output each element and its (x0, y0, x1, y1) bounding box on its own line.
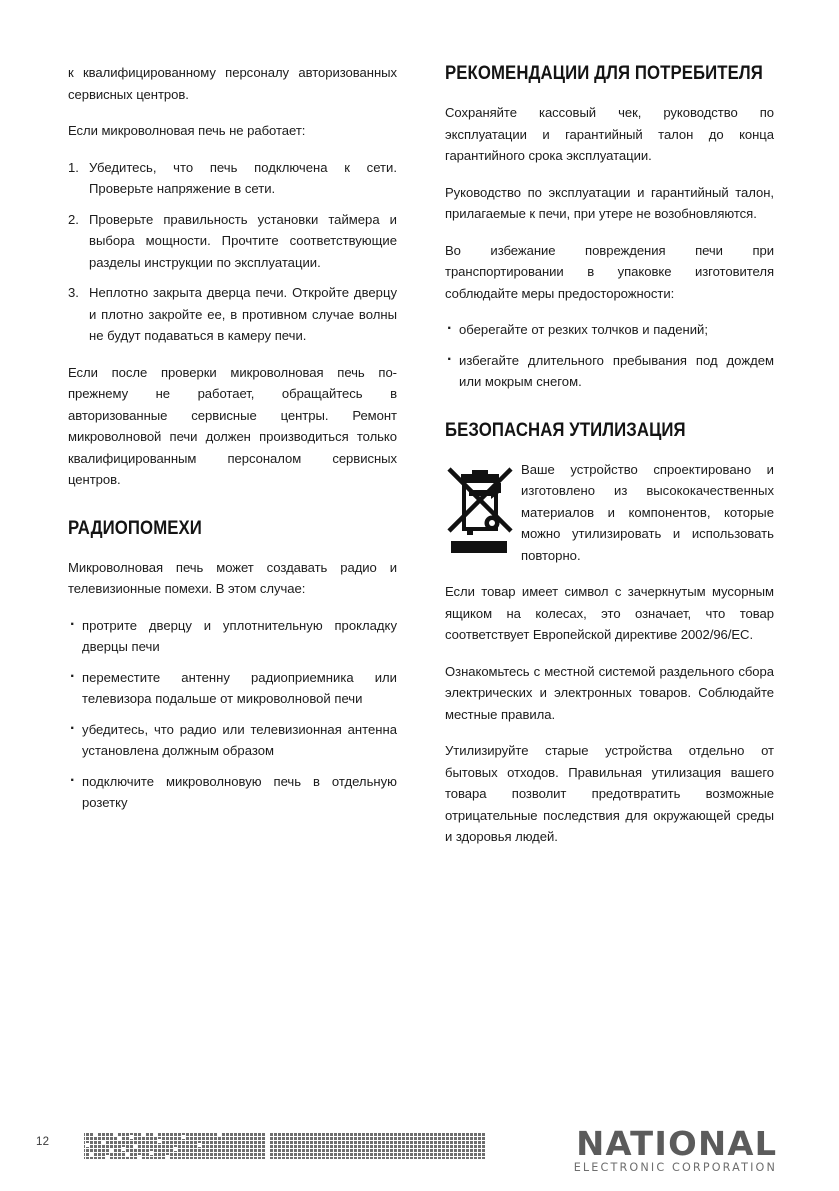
list-item: · убедитесь, что радио или телевизионная антенна установлена должным образом (68, 719, 397, 762)
paragraph: Если после проверки микроволновая печь по-прежнему не работает, обращайтесь в авторизованные сервисные центры. Ремонт микроволновой печи должен производиться только квалифицированным персоналом сервисных центров. (68, 364, 397, 487)
brand-logo (573, 1124, 777, 1175)
list-item: · оберегайте от резких толчков и падений; (445, 319, 774, 341)
radio-interference-bullet-list (68, 615, 397, 814)
troubleshooting-numbered-list (68, 157, 397, 347)
paragraph: Если микроволновая печь не работает: (68, 123, 306, 138)
page-footer (0, 1119, 839, 1191)
section-heading-radio-interference: РАДИОПОМЕХИ (68, 516, 202, 539)
list-item: Неплотно закрыта дверца печи. Откройте дверцу и плотно закройте ее, в противном случае волны не будут подаваться в камеру печи. (89, 285, 397, 343)
page-columns (68, 62, 774, 863)
section-heading-safe-disposal: БЕЗОПАСНАЯ УТИЛИЗАЦИЯ (445, 418, 686, 441)
paragraph: Руководство по эксплуатации и гарантийный талон, прилагаемые к печи, при утере не возобновляются. (445, 184, 774, 221)
paragraph: Микроволновая печь может создавать радио и телевизионные помехи. В этом случае: (68, 559, 397, 596)
list-item: · подключите микроволновую печь в отдельную розетку (68, 771, 397, 814)
list-item: Проверьте правильность установки таймера и выбора мощности. Прочтите соответствующие разделы инструкции по эксплуатации. (89, 211, 397, 270)
page-number: 12 (36, 1136, 50, 1148)
list-item: · протрите дверцу и уплотнительную прокладку дверцы печи (68, 615, 397, 658)
list-item: · переместите антенну радиоприемника или телевизора подальше от микроволновой печи (68, 667, 397, 710)
weee-notice-block (445, 459, 774, 567)
left-column (68, 62, 397, 829)
brand-logo-primary: NATIONAL (575, 1124, 777, 1163)
paragraph: Если товар имеет символ с зачеркнутым мусорным ящиком на колесах, это означает, что товар соответствует Европейской директиве 2002/96/EC. (445, 584, 774, 642)
paragraph: Ознакомьтесь с местной системой раздельного сбора электрических и электронных товаров. Соблюдайте местные правила. (445, 663, 774, 722)
weee-notice-text: Ваше устройство спроектировано и изготовлено из высококачественных материалов и компонентов, которые можно утилизировать и использовать повторно. (521, 461, 774, 563)
paragraph: Сохраняйте кассовый чек, руководство по эксплуатации и гарантийный талон до конца гарантийного срока эксплуатации. (445, 105, 774, 163)
right-column (445, 62, 774, 863)
transport-precautions-bullet-list (445, 319, 774, 393)
paragraph: Утилизируйте старые устройства отдельно от бытовых отходов. Правильная утилизация вашего товара позволит предотвратить возможные отрицательные последствия для окружающей среды и здоровья людей. (445, 743, 774, 844)
list-item: Убедитесь, что печь подключена к сети. Проверьте напряжение в сети. (89, 159, 397, 196)
paragraph: к квалифицированному персоналу авторизованных сервисных центров. (68, 65, 397, 102)
halftone-gradient-band (70, 1133, 486, 1159)
brand-logo-secondary: ELECTRONIC CORPORATION (573, 1161, 777, 1174)
list-item: · избегайте длительного пребывания под дождем или мокрым снегом. (445, 350, 774, 393)
paragraph: Во избежание повреждения печи при транспортировании в упаковке изготовителя соблюдайте меры предосторожности: (445, 242, 774, 301)
crossed-out-wheeled-bin-icon (445, 461, 515, 557)
section-heading-consumer-recommendations: РЕКОМЕНДАЦИИ ДЛЯ ПОТРЕБИТЕЛЯ (445, 62, 763, 84)
